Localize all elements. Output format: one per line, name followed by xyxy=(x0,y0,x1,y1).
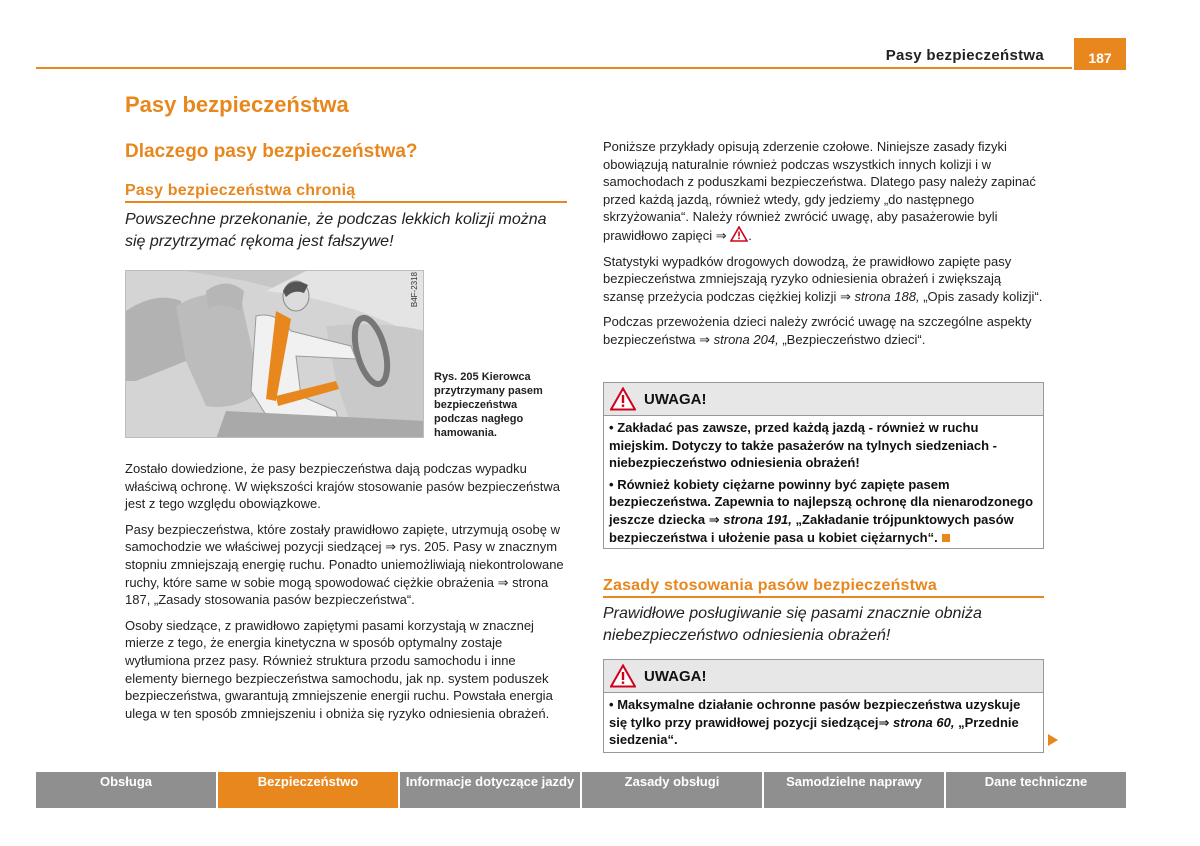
subsection-heading-belts-protect: Pasy bezpieczeństwa chronią xyxy=(125,182,567,203)
paragraph-text: „Opis zasady kolizji“. xyxy=(923,288,1043,304)
warning-body xyxy=(604,693,1043,749)
warning-header xyxy=(604,660,1043,693)
page-number-box xyxy=(1074,38,1126,70)
figure-caption xyxy=(434,370,559,440)
triangle-right-icon xyxy=(1047,733,1059,747)
subsection-heading-belt-rules: Zasady stosowania pasów bezpieczeństwa xyxy=(603,577,1044,598)
warning-item xyxy=(609,696,1038,749)
cross-reference-link[interactable]: strona 204, xyxy=(713,331,779,347)
warning-item-text: Zakładać pas zawsze, przed każdą jazdą - również w ruchu miejskim. Dotyczy to także pasażerów na tylnych siedzeniach - niebezpieczeństwo odniesienia obrażeń! xyxy=(609,420,997,471)
page-number: 187 xyxy=(1088,50,1112,66)
warning-body xyxy=(604,416,1043,546)
warning-triangle-icon xyxy=(610,664,636,688)
nav-tab-samodzielne-naprawy[interactable]: Samodzielne naprawy xyxy=(764,772,944,808)
paragraph: Osoby siedzące, z prawidłowo zapiętymi pasami korzystają w znacznej mierze z tego, że energia kinetyczna w sposób optymalny zostaje wytłumiona przez pasy. Również struktura przodu samochodu i inne elementy biernego bezpieczeństwa samochodu, jak np. system poduszek bezpieczeństwa, gwarantują zmniejszenie energii ruchu. Powstała energia ulega w ten sposób zmniejszeniu i obniża się ryzyko odniesienia obrażeń. xyxy=(125,617,553,721)
left-column-text xyxy=(125,460,565,730)
warning-triangle-icon xyxy=(730,226,748,242)
bullet-icon: • xyxy=(609,420,614,435)
header-title: Pasy bezpieczeństwa xyxy=(885,47,1044,64)
next-page-arrow-icon[interactable] xyxy=(1047,733,1059,752)
paragraph: Pasy bezpieczeństwa, które zostały prawidłowo zapięte, utrzymują osobę w samochodzie we właściwej pozycji siedzącej ⇒ rys. 205. Pasy w znacznym stopniu zmniejszają energię ruchu. Ponadto uniemożliwiają niekontrolowane ruchy, które same w sobie mogą spowodować ciężkie obrażenia ⇒ strona 187, „Zasady stosowania pasów bezpieczeństwa“. xyxy=(125,521,564,608)
chapter-navigation xyxy=(36,772,1126,808)
warning-header xyxy=(604,383,1043,416)
paragraph: Zostało dowiedzione, że pasy bezpieczeństwa dają podczas wypadku właściwą ochronę. W większości krajów stosowanie pasów bezpieczeństwa jest z tego względu obowiązkowe. xyxy=(125,461,560,512)
warning-box xyxy=(603,659,1044,753)
nav-tab-zasady-obslugi[interactable]: Zasady obsługi xyxy=(582,772,762,808)
figure-driver-seatbelt xyxy=(125,270,424,438)
cross-reference-link[interactable]: strona 188, xyxy=(854,288,920,304)
paragraph-text: Statystyki wypadków drogowych dowodzą, że prawidłowo zapięte pasy bezpieczeństwa zmniejszają ryzyko odniesienia obrażeń i zwiększają szansę przeżycia podczas ciężkiej kolizji ⇒ xyxy=(603,253,1012,304)
paragraph-text: „Bezpieczeństwo dzieci“. xyxy=(782,331,926,347)
cross-reference-link[interactable]: strona 60, xyxy=(893,714,955,730)
warning-box xyxy=(603,382,1044,549)
subsection-intro-belts-protect: Powszechne przekonanie, że podczas lekkich kolizji można się przytrzymać rękoma jest fałszywe! xyxy=(125,211,547,250)
warning-item xyxy=(609,476,1038,546)
section-title: Dlaczego pasy bezpieczeństwa? xyxy=(125,141,418,162)
subsection-intro-belt-rules: Prawidłowe posługiwanie się pasami znacznie obniża niebezpieczeństwo odniesienia obrażeń! xyxy=(603,605,982,644)
nav-tab-informacje-dotyczace-jazdy[interactable]: Informacje dotyczące jazdy xyxy=(400,772,580,808)
nav-tab-dane-techniczne[interactable]: Dane techniczne xyxy=(946,772,1126,808)
figure-caption-text: Kierowca przytrzymany pasem bezpieczeństwa podczas nagłego hamowania. xyxy=(434,371,543,439)
warning-label: UWAGA! xyxy=(644,390,707,408)
warning-item-text: Maksymalne działanie ochronne pasów bezpieczeństwa uzyskuje się tylko przy prawidłowej pozycji siedzącej⇒ xyxy=(609,697,1021,730)
figure-caption-label: Rys. 205 xyxy=(434,371,479,383)
cross-reference-link[interactable]: strona 191, xyxy=(723,511,792,527)
nav-tab-bezpieczenstwo[interactable]: Bezpieczeństwo xyxy=(218,772,398,808)
right-column-text xyxy=(603,138,1044,357)
paragraph: Poniższe przykłady opisują zderzenie czołowe. Niniejsze zasady fizyki obowiązują naturalnie również podczas wszystkich innych kolizji i w samochodach z poduszkami bezpieczeństwa. Dlatego pasy należy zapinać przed każdą jazdą, również wtedy, gdy jedziemy „do następnego skrzyżowania“. Należy również zwrócić uwagę, aby pasażerowie byli prawidłowo zapięci ⇒ . xyxy=(603,139,1036,243)
bullet-icon: • xyxy=(609,697,614,712)
paragraph-text: Podczas przewożenia dzieci należy zwrócić uwagę na szczególne aspekty bezpieczeństwa ⇒ xyxy=(603,314,1032,347)
paragraph xyxy=(603,253,1044,306)
warning-item-text: „Zakładanie trójpunktowych pasów bezpieczeństwa i ułożenie pasa u kobiet ciężarnych“. xyxy=(609,511,1014,545)
figure-code: B4F-2318 xyxy=(410,272,419,308)
warning-item xyxy=(609,419,1038,472)
warning-label: UWAGA! xyxy=(644,667,707,685)
end-of-section-marker xyxy=(942,534,950,542)
paragraph-text: Poniższe przykłady opisują zderzenie czołowe. Niniejsze zasady fizyki obowiązują naturalnie również podczas wszystkich innych kolizji i w samochodach z poduszkami bezpieczeństwa. Dlatego pasy należy zapinać przed każdą jazdą, również wtedy, gdy jedziemy „do następnego skrzyżowania“. Należy również zwrócić uwagę, aby pasażerowie byli prawidłowo zapięci ⇒ xyxy=(603,139,1036,243)
warning-item-text: Również kobiety ciężarne powinny być zapięte pasem bezpieczeństwa. Zapewnia to najlepszą ochronę dla nienarodzonego jeszcze dziecka ⇒ xyxy=(609,476,1034,527)
paragraph xyxy=(603,313,1044,348)
main-title: Pasy bezpieczeństwa xyxy=(125,92,349,117)
warning-triangle-icon xyxy=(610,387,636,411)
header-rule xyxy=(36,67,1072,69)
bullet-icon: • xyxy=(609,476,614,492)
driver-seatbelt-illustration xyxy=(126,271,424,438)
warning-item-text: „Przednie siedzenia“. xyxy=(609,714,1019,748)
nav-tab-obsluga[interactable]: Obsługa xyxy=(36,772,216,808)
